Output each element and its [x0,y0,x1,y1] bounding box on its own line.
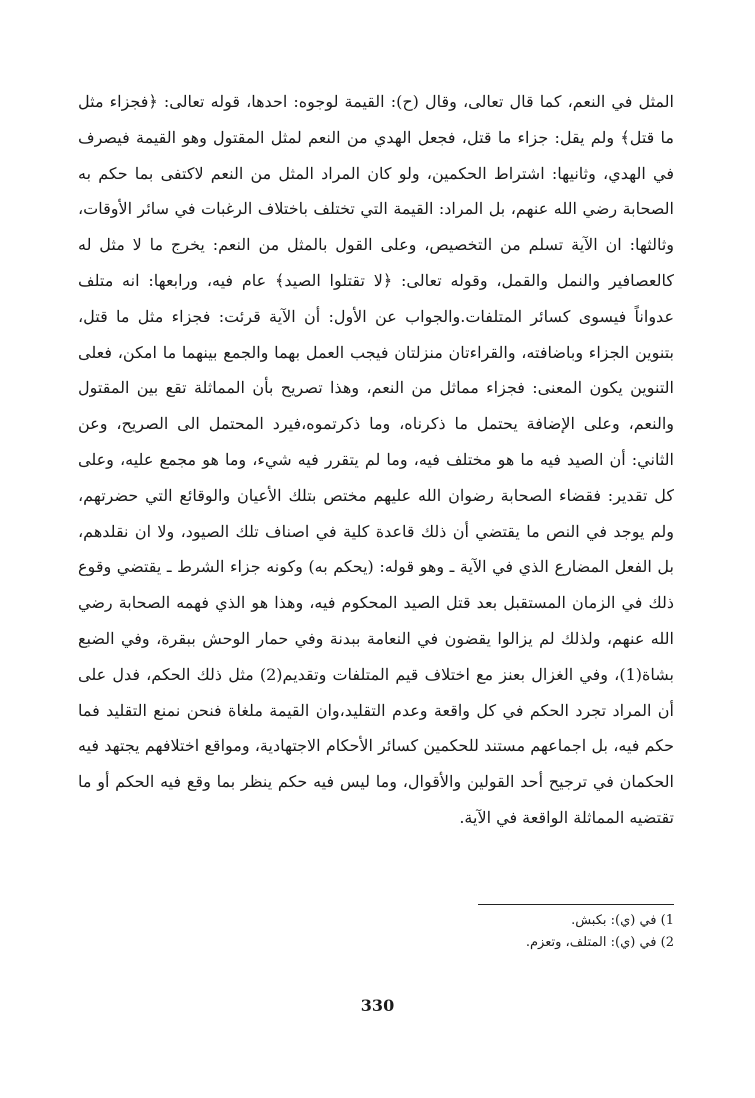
footnote-separator [478,904,674,905]
main-text [78,84,674,836]
footnotes [420,910,674,954]
page-number: 330 [360,996,395,1015]
footnote-2: 2) في (ي): المتلف، وتعزم. [525,935,674,950]
footnote-1: 1) في (ي): بكبش. [571,913,674,928]
body-paragraph: المثل في النعم، كما قال تعالى، وقال (ح): القيمة لوجوه: احدها، قوله تعالى: ﴿فجزاء مثل ما قتل﴾ ولم يقل: جزاء ما قتل، فجعل الهدي من النعم لمثل المقتول وهو القيمة فيصرف في الهدي، وثانيها: اشتراط الحكمين، ولو كان المراد المثل من النعم لاكتفى بما حكم به الصحابة رضي الله عنهم، بل المراد: القيمة التي تختلف باختلاف الرغبات في سائر الأوقات، وثالثها: ان الآية تسلم من التخصيص، وعلى القول بالمثل من النعم: يخرج ما لا مثل له كالعصافير والنمل والقمل، وقوله تعالى: ﴿لا تقتلوا الصيد﴾ عام فيه، ورابعها: انه متلف عدواناً فيسوى كسائر المتلفات.والجواب عن الأول: أن الآية قرئت: فجزاء مثل ما قتل، بتنوين الجزاء وباضافته، والقراءتان منزلتان فيجب العمل بهما والجمع بينهما ما امكن، فعلى التنوين يكون المعنى: فجزاء مماثل من النعم، وهذا تصريح بأن المماثلة تقع بين المقتول والنعم، وعلى الإضافة يحتمل ما ذكرناه، وما ذكرتموه،فيرد المحتمل الى الصريح، وعن الثاني: أن الصيد فيه ما هو مختلف فيه، وما لم يتقرر فيه شيء، وما هو مجمع عليه، وعلى كل تقدير: فقضاء الصحابة رضوان الله عليهم مختص بتلك الأعيان والوقائع التي حضرتهم، ولم يوجد في النص ما يقتضي أن ذلك قاعدة كلية في اصناف تلك الصيود، ولا ان نقلدهم، بل الفعل المضارع الذي في الآية ـ وهو قوله: (يحكم به) وكونه جزاء الشرط ـ يقتضي وقوع ذلك في الزمان المستقبل بعد قتل الصيد المحكوم فيه، وهذا هو الذي فهمه الصحابة رضي الله عنهم، ولذلك لم يزالوا يقضون في النعامة ببدنة وفي حمار الوحش ببقرة، وفي الضبع بشاة(1)، وفي الغزال بعنز مع اختلاف قيم المتلفات وتقديم(2) مثل ذلك الحكم، فدل على أن المراد تجرد الحكم في كل واقعة وعدم التقليد،وان القيمة ملغاة فنحن نمنع التقليد فما حكم فيه، بل اجماعهم مستند للحكمين كسائر الأحكام الاجتهادية، ومواقع اختلافهم يجتهد فيه الحكمان في ترجيح أحد القولين والأقوال، وما ليس فيه حكم ينظر بما وقع فيه الحكم أو ما تقتضيه المماثلة الواقعة في الآية. [78,92,674,827]
